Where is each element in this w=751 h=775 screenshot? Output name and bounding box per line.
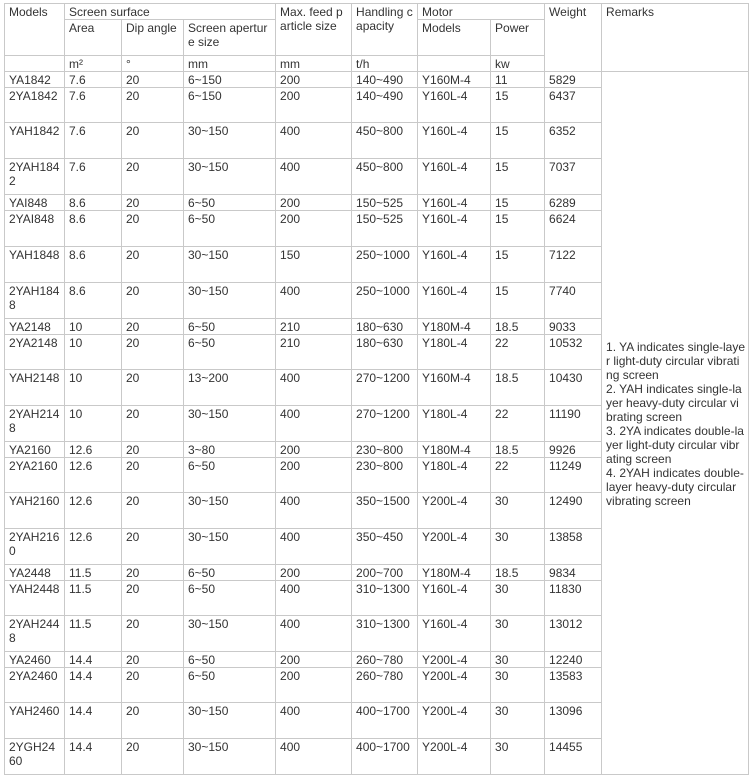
area-cell: 12.6 xyxy=(65,442,122,458)
model-cell: 2YAH2448 xyxy=(5,616,65,652)
model-cell: 2YAI848 xyxy=(5,211,65,247)
dip-angle-cell: 20 xyxy=(122,703,184,739)
model-cell: YAH2148 xyxy=(5,370,65,406)
model-cell: YAH2460 xyxy=(5,703,65,739)
motor-model-cell: Y180M-4 xyxy=(418,565,491,581)
unit-feed: mm xyxy=(276,56,352,72)
area-cell: 8.6 xyxy=(65,247,122,283)
remark-item: 3. 2YA indicates double-layer light-duty circular vibrating screen xyxy=(606,423,744,466)
model-cell: YAH1842 xyxy=(5,123,65,159)
aperture-cell: 3~80 xyxy=(184,442,276,458)
header-row-1 xyxy=(5,4,749,20)
model-cell: 2YAH2148 xyxy=(5,406,65,442)
feed-size-cell: 400 xyxy=(276,159,352,195)
model-cell: YAH2448 xyxy=(5,581,65,616)
area-cell: 14.4 xyxy=(65,739,122,775)
area-cell: 11.5 xyxy=(65,616,122,652)
power-cell: 30 xyxy=(491,652,545,668)
capacity-cell: 250~1000 xyxy=(352,247,418,283)
remark-item: 4. 2YAH indicates double-layer heavy-duty circular vibrating screen xyxy=(606,465,744,508)
aperture-cell: 30~150 xyxy=(184,406,276,442)
aperture-cell: 6~50 xyxy=(184,211,276,247)
feed-size-cell: 400 xyxy=(276,616,352,652)
weight-cell: 6624 xyxy=(545,211,602,247)
model-cell: YA2160 xyxy=(5,442,65,458)
model-cell: 2YA2160 xyxy=(5,458,65,493)
dip-angle-cell: 20 xyxy=(122,335,184,370)
weight-cell: 9033 xyxy=(545,319,602,335)
feed-size-cell: 200 xyxy=(276,88,352,123)
weight-cell: 11830 xyxy=(545,581,602,616)
aperture-cell: 6~50 xyxy=(184,319,276,335)
feed-size-cell: 200 xyxy=(276,652,352,668)
feed-size-cell: 200 xyxy=(276,211,352,247)
area-cell: 7.6 xyxy=(65,72,122,88)
model-cell: 2YAH2160 xyxy=(5,529,65,565)
area-cell: 11.5 xyxy=(65,581,122,616)
aperture-cell: 30~150 xyxy=(184,283,276,319)
unit-motor xyxy=(418,56,491,72)
header-aperture: Screen aperture size xyxy=(184,20,276,56)
weight-cell: 11190 xyxy=(545,406,602,442)
power-cell: 18.5 xyxy=(491,442,545,458)
capacity-cell: 230~800 xyxy=(352,458,418,493)
power-cell: 15 xyxy=(491,247,545,283)
unit-dip: ° xyxy=(122,56,184,72)
capacity-cell: 270~1200 xyxy=(352,370,418,406)
capacity-cell: 260~780 xyxy=(352,668,418,703)
weight-cell: 6352 xyxy=(545,123,602,159)
motor-model-cell: Y180M-4 xyxy=(418,319,491,335)
remark-item: 1. YA indicates single-layer light-duty circular vibrating screen xyxy=(606,339,746,382)
model-cell: YAI848 xyxy=(5,195,65,211)
header-remarks: Remarks xyxy=(602,4,749,72)
aperture-cell: 6~50 xyxy=(184,652,276,668)
aperture-cell: 30~150 xyxy=(184,247,276,283)
model-cell: YAH2160 xyxy=(5,493,65,529)
model-cell: 2YAH1842 xyxy=(5,159,65,195)
dip-angle-cell: 20 xyxy=(122,195,184,211)
dip-angle-cell: 20 xyxy=(122,652,184,668)
dip-angle-cell: 20 xyxy=(122,581,184,616)
model-cell: 2YGH2460 xyxy=(5,739,65,775)
aperture-cell: 30~150 xyxy=(184,703,276,739)
power-cell: 22 xyxy=(491,458,545,493)
aperture-cell: 6~150 xyxy=(184,72,276,88)
model-cell: 2YAH1848 xyxy=(5,283,65,319)
aperture-cell: 30~150 xyxy=(184,529,276,565)
power-cell: 30 xyxy=(491,529,545,565)
motor-model-cell: Y160L-4 xyxy=(418,247,491,283)
area-cell: 14.4 xyxy=(65,652,122,668)
capacity-cell: 350~1500 xyxy=(352,493,418,529)
area-cell: 14.4 xyxy=(65,703,122,739)
capacity-cell: 450~800 xyxy=(352,159,418,195)
model-cell: YA2148 xyxy=(5,319,65,335)
power-cell: 30 xyxy=(491,739,545,775)
dip-angle-cell: 20 xyxy=(122,283,184,319)
header-weight: Weight xyxy=(545,4,602,72)
feed-size-cell: 200 xyxy=(276,195,352,211)
aperture-cell: 6~50 xyxy=(184,458,276,493)
capacity-cell: 270~1200 xyxy=(352,406,418,442)
power-cell: 30 xyxy=(491,703,545,739)
motor-model-cell: Y200L-4 xyxy=(418,703,491,739)
header-handling-capacity: Handling capacity xyxy=(352,4,418,56)
dip-angle-cell: 20 xyxy=(122,159,184,195)
power-cell: 15 xyxy=(491,88,545,123)
motor-model-cell: Y200L-4 xyxy=(418,493,491,529)
power-cell: 30 xyxy=(491,581,545,616)
dip-angle-cell: 20 xyxy=(122,739,184,775)
feed-size-cell: 400 xyxy=(276,406,352,442)
area-cell: 10 xyxy=(65,370,122,406)
motor-model-cell: Y160L-4 xyxy=(418,123,491,159)
unit-models xyxy=(5,56,65,72)
power-cell: 18.5 xyxy=(491,565,545,581)
aperture-cell: 30~150 xyxy=(184,616,276,652)
aperture-cell: 30~150 xyxy=(184,159,276,195)
area-cell: 7.6 xyxy=(65,159,122,195)
aperture-cell: 6~50 xyxy=(184,581,276,616)
weight-cell: 9834 xyxy=(545,565,602,581)
motor-model-cell: Y200L-4 xyxy=(418,652,491,668)
motor-model-cell: Y160L-4 xyxy=(418,283,491,319)
dip-angle-cell: 20 xyxy=(122,668,184,703)
dip-angle-cell: 20 xyxy=(122,123,184,159)
feed-size-cell: 400 xyxy=(276,739,352,775)
weight-cell: 13012 xyxy=(545,616,602,652)
header-area: Area xyxy=(65,20,122,56)
capacity-cell: 350~450 xyxy=(352,529,418,565)
capacity-cell: 450~800 xyxy=(352,123,418,159)
capacity-cell: 150~525 xyxy=(352,211,418,247)
power-cell: 11 xyxy=(491,72,545,88)
header-max-feed: Max. feed particle size xyxy=(276,4,352,56)
feed-size-cell: 200 xyxy=(276,565,352,581)
feed-size-cell: 400 xyxy=(276,493,352,529)
dip-angle-cell: 20 xyxy=(122,442,184,458)
weight-cell: 6289 xyxy=(545,195,602,211)
area-cell: 12.6 xyxy=(65,458,122,493)
dip-angle-cell: 20 xyxy=(122,370,184,406)
capacity-cell: 310~1300 xyxy=(352,581,418,616)
capacity-cell: 310~1300 xyxy=(352,616,418,652)
feed-size-cell: 400 xyxy=(276,529,352,565)
capacity-cell: 200~700 xyxy=(352,565,418,581)
header-screen-surface: Screen surface xyxy=(65,4,276,20)
unit-area: m² xyxy=(65,56,122,72)
header-motor-models: Models xyxy=(418,20,491,56)
model-cell: 2YA2460 xyxy=(5,668,65,703)
area-cell: 14.4 xyxy=(65,668,122,703)
dip-angle-cell: 20 xyxy=(122,247,184,283)
spec-table xyxy=(4,3,749,775)
unit-power: kw xyxy=(491,56,545,72)
table-row xyxy=(5,72,749,88)
aperture-cell: 30~150 xyxy=(184,739,276,775)
feed-size-cell: 200 xyxy=(276,668,352,703)
power-cell: 22 xyxy=(491,335,545,370)
weight-cell: 11249 xyxy=(545,458,602,493)
weight-cell: 6437 xyxy=(545,88,602,123)
area-cell: 10 xyxy=(65,335,122,370)
capacity-cell: 180~630 xyxy=(352,319,418,335)
dip-angle-cell: 20 xyxy=(122,565,184,581)
weight-cell: 10532 xyxy=(545,335,602,370)
aperture-cell: 30~150 xyxy=(184,493,276,529)
area-cell: 12.6 xyxy=(65,529,122,565)
model-cell: YA2460 xyxy=(5,652,65,668)
feed-size-cell: 200 xyxy=(276,72,352,88)
power-cell: 15 xyxy=(491,211,545,247)
dip-angle-cell: 20 xyxy=(122,529,184,565)
capacity-cell: 260~780 xyxy=(352,652,418,668)
power-cell: 15 xyxy=(491,283,545,319)
motor-model-cell: Y160L-4 xyxy=(418,195,491,211)
power-cell: 30 xyxy=(491,668,545,703)
capacity-cell: 400~1700 xyxy=(352,703,418,739)
weight-cell: 7037 xyxy=(545,159,602,195)
power-cell: 30 xyxy=(491,493,545,529)
aperture-cell: 6~50 xyxy=(184,668,276,703)
dip-angle-cell: 20 xyxy=(122,88,184,123)
header-motor: Motor xyxy=(418,4,545,20)
motor-model-cell: Y200L-4 xyxy=(418,739,491,775)
area-cell: 11.5 xyxy=(65,565,122,581)
dip-angle-cell: 20 xyxy=(122,72,184,88)
remarks-cell xyxy=(602,72,749,775)
area-cell: 8.6 xyxy=(65,283,122,319)
dip-angle-cell: 20 xyxy=(122,458,184,493)
motor-model-cell: Y160L-4 xyxy=(418,88,491,123)
feed-size-cell: 210 xyxy=(276,335,352,370)
aperture-cell: 6~50 xyxy=(184,195,276,211)
area-cell: 12.6 xyxy=(65,493,122,529)
capacity-cell: 400~1700 xyxy=(352,739,418,775)
motor-model-cell: Y180L-4 xyxy=(418,406,491,442)
power-cell: 18.5 xyxy=(491,370,545,406)
aperture-cell: 6~50 xyxy=(184,335,276,370)
capacity-cell: 150~525 xyxy=(352,195,418,211)
motor-model-cell: Y160L-4 xyxy=(418,581,491,616)
feed-size-cell: 400 xyxy=(276,283,352,319)
feed-size-cell: 400 xyxy=(276,703,352,739)
power-cell: 18.5 xyxy=(491,319,545,335)
model-cell: YA1842 xyxy=(5,72,65,88)
model-cell: 2YA2148 xyxy=(5,335,65,370)
weight-cell: 12490 xyxy=(545,493,602,529)
weight-cell: 13096 xyxy=(545,703,602,739)
feed-size-cell: 400 xyxy=(276,370,352,406)
dip-angle-cell: 20 xyxy=(122,406,184,442)
aperture-cell: 30~150 xyxy=(184,123,276,159)
header-models: Models xyxy=(5,4,65,56)
power-cell: 15 xyxy=(491,195,545,211)
remark-item: 2. YAH indicates single-layer heavy-duty circular vibrating screen xyxy=(606,381,742,424)
capacity-cell: 140~490 xyxy=(352,88,418,123)
aperture-cell: 6~50 xyxy=(184,565,276,581)
feed-size-cell: 200 xyxy=(276,458,352,493)
area-cell: 7.6 xyxy=(65,123,122,159)
dip-angle-cell: 20 xyxy=(122,319,184,335)
area-cell: 10 xyxy=(65,406,122,442)
weight-cell: 9926 xyxy=(545,442,602,458)
power-cell: 22 xyxy=(491,406,545,442)
header-power: Power xyxy=(491,20,545,56)
dip-angle-cell: 20 xyxy=(122,211,184,247)
motor-model-cell: Y180L-4 xyxy=(418,335,491,370)
weight-cell: 7740 xyxy=(545,283,602,319)
area-cell: 10 xyxy=(65,319,122,335)
capacity-cell: 230~800 xyxy=(352,442,418,458)
capacity-cell: 250~1000 xyxy=(352,283,418,319)
capacity-cell: 180~630 xyxy=(352,335,418,370)
capacity-cell: 140~490 xyxy=(352,72,418,88)
weight-cell: 13583 xyxy=(545,668,602,703)
motor-model-cell: Y160L-4 xyxy=(418,211,491,247)
feed-size-cell: 210 xyxy=(276,319,352,335)
weight-cell: 7122 xyxy=(545,247,602,283)
motor-model-cell: Y200L-4 xyxy=(418,668,491,703)
weight-cell: 5829 xyxy=(545,72,602,88)
model-cell: YAH1848 xyxy=(5,247,65,283)
motor-model-cell: Y160M-4 xyxy=(418,370,491,406)
aperture-cell: 6~150 xyxy=(184,88,276,123)
motor-model-cell: Y180M-4 xyxy=(418,442,491,458)
power-cell: 15 xyxy=(491,159,545,195)
weight-cell: 14455 xyxy=(545,739,602,775)
motor-model-cell: Y180L-4 xyxy=(418,458,491,493)
motor-model-cell: Y160L-4 xyxy=(418,616,491,652)
weight-cell: 13858 xyxy=(545,529,602,565)
model-cell: YA2448 xyxy=(5,565,65,581)
feed-size-cell: 400 xyxy=(276,581,352,616)
weight-cell: 10430 xyxy=(545,370,602,406)
area-cell: 8.6 xyxy=(65,211,122,247)
feed-size-cell: 200 xyxy=(276,442,352,458)
unit-aperture: mm xyxy=(184,56,276,72)
model-cell: 2YA1842 xyxy=(5,88,65,123)
dip-angle-cell: 20 xyxy=(122,616,184,652)
area-cell: 7.6 xyxy=(65,88,122,123)
motor-model-cell: Y160L-4 xyxy=(418,159,491,195)
header-dip-angle: Dip angle xyxy=(122,20,184,56)
power-cell: 30 xyxy=(491,616,545,652)
unit-capacity: t/h xyxy=(352,56,418,72)
weight-cell: 12240 xyxy=(545,652,602,668)
feed-size-cell: 150 xyxy=(276,247,352,283)
dip-angle-cell: 20 xyxy=(122,493,184,529)
area-cell: 8.6 xyxy=(65,195,122,211)
aperture-cell: 13~200 xyxy=(184,370,276,406)
feed-size-cell: 400 xyxy=(276,123,352,159)
motor-model-cell: Y160M-4 xyxy=(418,72,491,88)
motor-model-cell: Y200L-4 xyxy=(418,529,491,565)
power-cell: 15 xyxy=(491,123,545,159)
